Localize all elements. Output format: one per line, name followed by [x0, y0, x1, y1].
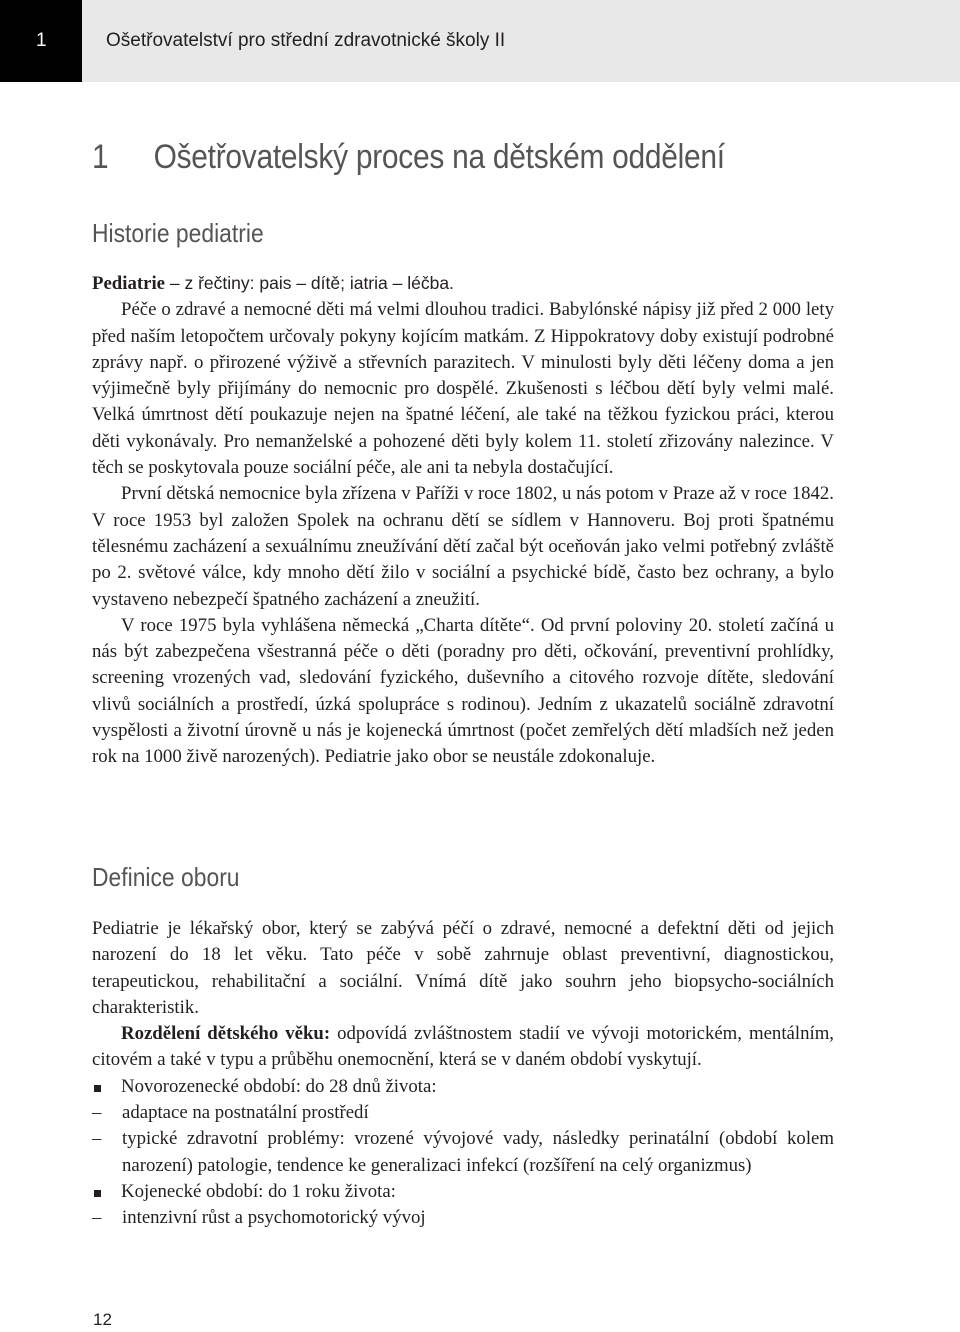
sub-list-item: – intenzivní růst a psychomotorický vývoj: [92, 1205, 834, 1231]
dash-bullet-icon: –: [92, 1102, 102, 1124]
paragraph: [92, 270, 834, 297]
sub-list-item: – typické zdravotní problémy: vrozené vývojové vady, následky perinatální (období kolem narození) patologie, tendence ke generalizaci infekcí (rozšíření na celý organizmus): [92, 1128, 834, 1176]
paragraph: Pediatrie je lékařský obor, který se zabývá péčí o zdravé, nemocné a defektní děti od jejich narození do 18 let věku. Tato péče v sobě zahrnuje oblast preventivní, diagnostickou, terapeutickou, rehabilitační a sociální. Vnímá dítě jako souhrn jeho biopsycho-sociálních charakteristik.: [92, 918, 834, 1018]
chapter-title-text: Ošetřovatelský proces na dětském oddělení: [153, 138, 725, 176]
header-book-title: Ošetřovatelství pro střední zdravotnické školy II: [106, 30, 506, 51]
header-chapter-number: 1: [0, 0, 82, 82]
dash-bullet-icon: –: [92, 1207, 102, 1229]
sub-list: [92, 1205, 834, 1231]
square-bullet-icon: [94, 1085, 101, 1092]
dash-bullet-icon: –: [92, 1128, 102, 1150]
sub-list: [92, 1100, 834, 1179]
chapter-title: [92, 138, 725, 177]
section-history-body: [92, 270, 834, 771]
term-age-division: Rozdělení dětského věku:: [121, 1023, 331, 1045]
section-heading-history: Historie pediatrie: [92, 218, 264, 248]
sub-list-item: – adaptace na postnatální prostředí: [92, 1100, 834, 1126]
age-period-list: [92, 1074, 834, 1232]
paragraph: Péče o zdravé a nemocné děti má velmi dlouhou tradici. Babylónské nápisy již před 2 000 lety před naším letopočtem určovaly pokyny kojícím matkám. Z Hippokratovy doby existují podrobné zprávy např. o přirozené výživě a střevních parazitech. V minulosti byly děti léčeny doma a jen výjimečně byly přijímány do nemocnic pro dospělé. Zkušenosti s léčbou dětí byly velmi malé. Velká úmrtnost dětí poukazuje nejen na špatné léčení, ale také na těžkou fyzickou práci, kterou děti vykonávaly. Pro nemanželské a pohozené děti byly kolem 11. století zřizovány nalezince. V těch se poskytovala pouze sociální péče, ale ani ta nebyla dostačující.: [92, 299, 834, 479]
section-definition-body: [92, 916, 834, 1232]
etymology: – z řečtiny: pais – dítě; iatria – léčba.: [165, 273, 454, 293]
section-heading-definition: Definice oboru: [92, 862, 240, 892]
chapter-number: 1: [92, 138, 109, 176]
running-header: [0, 0, 960, 82]
paragraph: První dětská nemocnice byla zřízena v Paříži v roce 1802, u nás potom v Praze až v roce 1842. V roce 1953 byl založen Spolek na ochranu dětí se sídlem v Hannoveru. Boj proti špatnému tělesnému zacházení a sexuálnímu zneužívání dětí začal být oceňován jako velmi potřebný zvláště po 2. světové válce, kdy mnoho dětí žilo v sociální a psychické bídě, často bez ochrany, a bylo vystaveno nebezpečí špatného zacházení a zneužití.: [92, 483, 834, 610]
paragraph: V roce 1975 byla vyhlášena německá „Charta dítěte“. Od první poloviny 20. století začíná u nás být zabezpečena všestranná péče o děti (poradny pro děti, očkování, preventivní prohlídky, screening vrozených vad, sledování fyzického, duševního a citového rozvoje dítěte, sledování vlivů sociálních a prostředí, úzká spolupráce s rodinou). Jedním z ukazatelů sociálně zdravotní vyspělosti a životní úrovně u nás je kojenecká úmrtnost (počet zemřelých dětí mladších než jeden rok na 1000 živě narozených). Pediatrie jako obor se neustále zdokonaluje.: [92, 614, 834, 768]
square-bullet-icon: [94, 1190, 101, 1197]
page-number: 12: [93, 1310, 112, 1329]
term-pediatrie: Pediatrie: [92, 273, 166, 294]
list-item: Novorozenecké období: do 28 dnů života: – adaptace na postnatální prostředí – typické zdravotní problémy: vrozené vývojové vady, následky perinatální (období kolem narození) patologie, tendence ke generalizaci infekcí (rozšíření na celý organizmus): [92, 1074, 834, 1179]
paragraph: Rozdělení dětského věku: odpovídá zvláštnostem stadií ve vývoji motorickém, mentálním, citovém a také v typu a průběhu onemocnění, která se v daném období vyskytují.: [92, 1023, 834, 1071]
list-item: Kojenecké období: do 1 roku života: – intenzivní růst a psychomotorický vývoj: [92, 1179, 834, 1232]
